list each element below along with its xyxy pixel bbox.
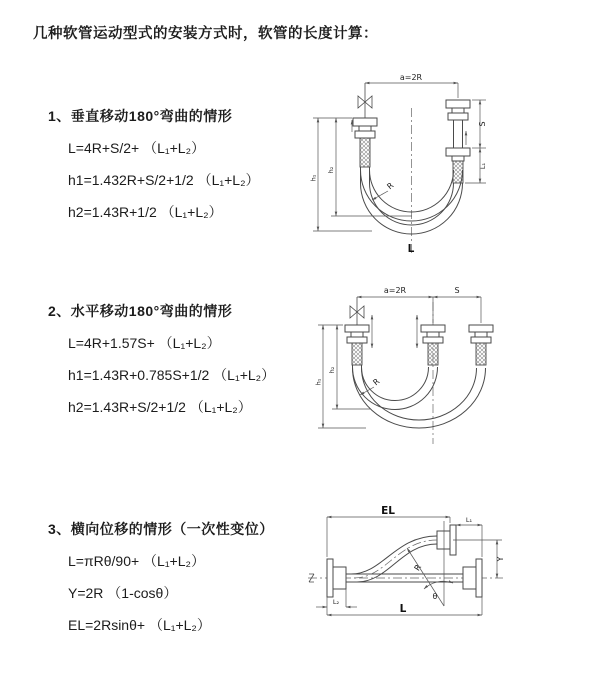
diagram-vertical-180-bend xyxy=(308,70,598,260)
section-2-formula-h1: h1=1.43R+0.785S+1/2 （L₁+L₂） xyxy=(68,367,276,383)
section-1-formula-h2: h2=1.43R+1/2 （L₁+L₂） xyxy=(68,204,223,220)
dim-label-l-total: L xyxy=(407,243,415,255)
dim-label-h1: h₁ xyxy=(314,378,323,386)
right-flange xyxy=(463,559,482,597)
dimension-el xyxy=(327,505,450,557)
section-3-heading: 3、横向位移的情形（一次性变位） xyxy=(48,521,274,537)
dimension-l1 xyxy=(456,516,482,557)
page-title: 几种软管运动型式的安装方式时，软管的长度计算： xyxy=(33,26,378,42)
dim-label-h2: h₂ xyxy=(327,166,335,174)
section-2-heading: 2、水平移动180°弯曲的情形 xyxy=(48,303,233,319)
dim-label-l2: L₂ xyxy=(332,598,340,606)
right-flange-fitting xyxy=(469,325,493,365)
valve-icon xyxy=(358,83,372,118)
braided-hose-section xyxy=(476,343,486,365)
dim-label-r: R xyxy=(412,562,424,573)
dim-label-r: R xyxy=(371,376,382,388)
dimension-l-total xyxy=(327,597,482,615)
dim-label-a2r: a=2R xyxy=(399,73,423,82)
left-flange xyxy=(327,559,346,597)
center-flange-fitting xyxy=(421,325,445,365)
right-flange-fitting xyxy=(446,100,470,183)
section-2-formula-L: L=4R+1.57S+ （L₁+L₂） xyxy=(68,335,221,351)
dim-label-a2r: a=2R xyxy=(383,286,407,295)
dimension-a2r xyxy=(357,286,433,323)
section-1-formula-L: L=4R+S/2+ （L₁+L₂） xyxy=(68,140,206,156)
braided-hose-section xyxy=(352,343,362,365)
section-1-heading: 1、垂直移动180°弯曲的情形 xyxy=(48,108,233,124)
section-2-formula-h2: h2=1.43R+S/2+1/2 （L₁+L₂） xyxy=(68,399,252,415)
section-3 xyxy=(48,513,274,641)
dim-label-s: S xyxy=(478,121,487,127)
braided-hose-section xyxy=(360,138,370,167)
dimension-l2 xyxy=(316,589,357,607)
dim-label-h1: h₁ xyxy=(309,174,318,182)
dimension-a2r xyxy=(365,73,458,98)
dim-label-theta: θ xyxy=(432,592,438,601)
section-3-formula-L: L=πRθ/90+ （L₁+L₂） xyxy=(68,553,205,569)
left-flange-fitting xyxy=(345,325,369,365)
braided-hose-section xyxy=(428,343,438,365)
dim-label-l1: L₁ xyxy=(479,162,487,170)
dim-label-h2: h₂ xyxy=(328,366,336,374)
radius-callout xyxy=(372,181,396,200)
section-2 xyxy=(48,295,275,423)
dim-label-y: Y xyxy=(496,556,505,562)
dim-label-l: L xyxy=(399,603,407,615)
section-1 xyxy=(48,100,260,228)
diagram-horizontal-180-bend xyxy=(310,282,590,462)
hose-u-bend xyxy=(353,365,486,428)
diagram-lateral-displacement xyxy=(303,503,593,653)
valve-icon xyxy=(350,297,364,325)
dim-label-el: EL xyxy=(381,505,395,517)
section-3-formula-EL: EL=2Rsinθ+ （L₁+L₂） xyxy=(68,617,211,633)
left-flange-fitting xyxy=(353,118,377,167)
dim-label-s: S xyxy=(454,286,460,295)
dim-label-r: R xyxy=(385,180,396,192)
dimension-s xyxy=(433,286,481,323)
dimension-s xyxy=(472,100,487,148)
section-3-formula-Y: Y=2R （1-cosθ） xyxy=(68,585,178,601)
section-1-formula-h1: h1=1.432R+S/2+1/2 （L₁+L₂） xyxy=(68,172,260,188)
dim-label-l1: L₁ xyxy=(465,516,473,524)
